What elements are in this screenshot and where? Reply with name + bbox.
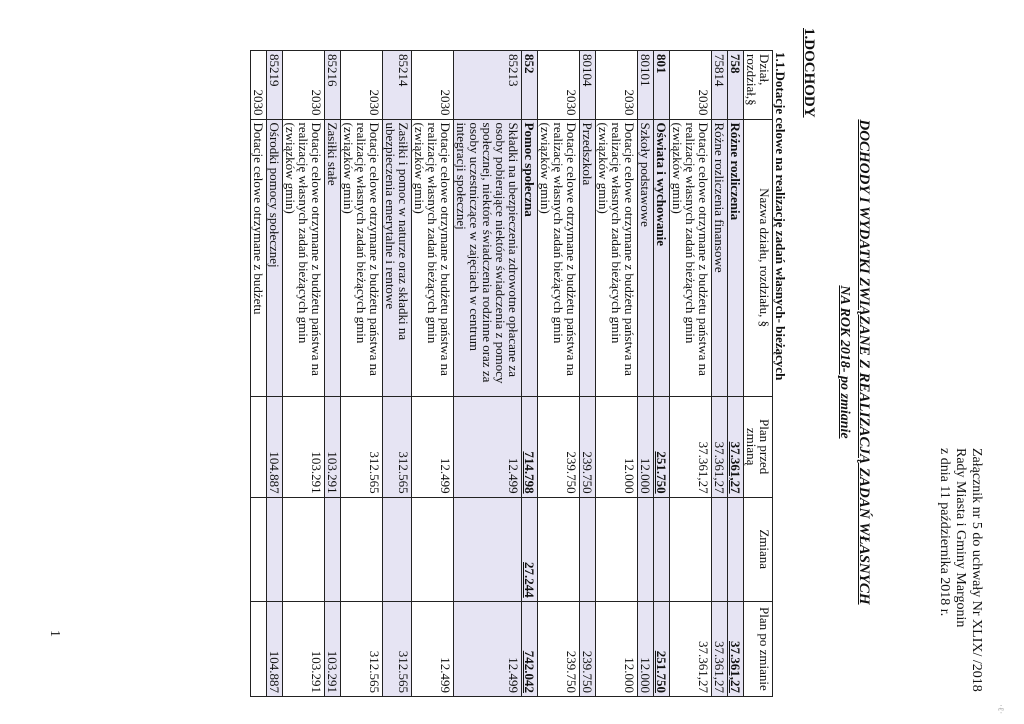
row-code: 758 [728,51,744,120]
row-name: Różne rozliczenia [728,119,744,396]
table-row-paragraf [251,51,267,697]
row-plan-after: 742.042 [522,601,538,696]
row-name: Dotacje celowe otrzymane z budżetu państwa na realizację własnych zadań bieżących gmin (związków gmin) [596,119,638,396]
row-plan-before: 103.291 [325,396,341,497]
row-name: Przedszkola [580,119,596,396]
row-change [728,497,744,601]
document-title: DOCHODY I WYDATKI ZWIĄZANE Z REALIZACJĄ ZADAŃ WŁASNYCH [856,119,872,605]
page-number: 1 [47,630,62,637]
header-line-1: Załącznik nr 5 do uchwały Nr XLIX/ /2018 [969,448,984,692]
row-plan-after [251,601,267,696]
row-name: Zasiłki stałe [325,119,341,396]
row-change: 27.244 [522,497,538,601]
table-row-dzial [728,51,744,697]
table-row-rozdzial [580,51,596,697]
row-code: 852 [522,51,538,120]
row-name: Różne rozliczenia finansowe [712,119,728,396]
row-name: Dotacje celowe otrzymane z budżetu państwa na realizację własnych zadań bieżących gmin (związków gmin) [341,119,383,396]
table-row-paragraf [670,51,712,697]
row-change [596,497,638,601]
row-name: Dotacje celowe otrzymane z budżetu [251,119,267,396]
table-row-rozdzial [325,51,341,697]
row-plan-after: 37.361,27 [712,601,728,696]
row-change [341,497,383,601]
row-name: Składki na ubezpieczenia zdrowotne opłacane za osoby pobierające niektóre świadczenia z pomocy społecznej, niektóre świadczenia rodzinne oraz za osoby uczestniczące w zajęciach w centrum integracji społecznej [454,119,522,396]
table-row-paragraf [538,51,580,697]
row-code: 85214 [383,51,412,120]
row-plan-before: 239.750 [538,396,580,497]
row-code: 75814 [712,51,728,120]
row-code: 85219 [267,51,283,120]
row-plan-after: 37.361,27 [728,601,744,696]
row-plan-after: 239.750 [538,601,580,696]
row-change [454,497,522,601]
row-plan-after: 12.499 [412,601,454,696]
row-change [412,497,454,601]
scan-mark: ·ℓ· [996,704,1006,715]
table-row-rozdzial [638,51,654,697]
row-code: 80104 [580,51,596,120]
row-plan-before: 37.361,27 [670,396,712,497]
row-change [251,497,267,601]
row-code: 2030 [412,51,454,120]
row-plan-after: 104.887 [267,601,283,696]
row-change [383,497,412,601]
row-change [267,497,283,601]
attachment-header [936,448,984,698]
table-row-rozdzial [383,51,412,697]
row-plan-before: 12.499 [412,396,454,497]
row-name: Dotacje celowe otrzymane z budżetu państwa na realizację własnych zadań bieżących gmin (związków gmin) [670,119,712,396]
row-plan-before: 37.361,27 [712,396,728,497]
header-change: Zmiana [744,497,773,601]
row-plan-before: 103.291 [283,396,325,497]
row-name: Dotacje celowe otrzymane z budżetu państwa na realizację własnych zadań bieżących gmin (związków gmin) [538,119,580,396]
row-change [712,497,728,601]
row-change [325,497,341,601]
row-plan-before: 37.361,27 [728,396,744,497]
header-name: Nazwa działu, rozdziału, § [744,119,773,396]
row-plan-after: 12.499 [454,601,522,696]
subsection-title: 1.1.Dotacje celowe na realizację zadań własnych- bieżących [773,52,788,381]
row-name: Dotacje celowe otrzymane z budżetu państwa na realizację własnych zadań bieżących gmin (związków gmin) [412,119,454,396]
row-plan-after: 103.291 [325,601,341,696]
row-change [580,497,596,601]
table-header-row [744,51,773,697]
table-row-dzial [522,51,538,697]
row-plan-before: 12.000 [638,396,654,497]
row-plan-before: 12.000 [596,396,638,497]
row-plan-before: 312.565 [383,396,412,497]
table-row-paragraf [341,51,383,697]
row-plan-before: 714.798 [522,396,538,497]
row-plan-after: 312.565 [383,601,412,696]
row-plan-after: 37.361,27 [670,601,712,696]
row-plan-after: 251.750 [654,601,670,696]
header-line-3: z dnia 11 października 2018 r. [937,448,952,617]
document-subtitle: NA ROK 2018- po zmianie [837,285,852,439]
row-name: Pomoc społeczna [522,119,538,396]
row-name: Ośrodki pomocy społecznej [267,119,283,396]
row-plan-before [251,396,267,497]
row-code: 2030 [251,51,267,120]
header-plan-after: Plan po zmianie [744,601,773,696]
row-code: 85216 [325,51,341,120]
row-code: 2030 [283,51,325,120]
row-plan-before: 12.499 [454,396,522,497]
row-code: 801 [654,51,670,120]
row-plan-after: 239.750 [580,601,596,696]
header-plan-before: Plan przed zmianą [744,396,773,497]
row-code: 2030 [538,51,580,120]
row-plan-before: 251.750 [654,396,670,497]
row-plan-after: 312.565 [341,601,383,696]
table-row-paragraf [596,51,638,697]
table-row-rozdzial [454,51,522,697]
table-row-rozdzial [712,51,728,697]
row-change [538,497,580,601]
section-title: 1.DOCHODY [801,28,817,118]
row-plan-after: 103.291 [283,601,325,696]
row-code: 80101 [638,51,654,120]
row-name: Dotacje celowe otrzymane z budżetu państwa na realizację własnych zadań bieżących gmin (związków gmin) [283,119,325,396]
row-name: Szkoły podstawowe [638,119,654,396]
row-plan-before: 104.887 [267,396,283,497]
row-plan-before: 312.565 [341,396,383,497]
row-plan-after: 12.000 [638,601,654,696]
row-code: 2030 [670,51,712,120]
table-row-rozdzial [267,51,283,697]
row-plan-before: 239.750 [580,396,596,497]
row-code: 2030 [341,51,383,120]
row-plan-after: 12.000 [596,601,638,696]
row-change [283,497,325,601]
row-code: 2030 [596,51,638,120]
row-change [654,497,670,601]
row-change [638,497,654,601]
row-change [670,497,712,601]
row-name: Zasiłki i pomoc w naturze oraz składki na ubezpieczenia emerytalne i rentowe [383,119,412,396]
table-row-paragraf [283,51,325,697]
table-row-dzial [654,51,670,697]
header-code: Dział, rozdział,§ [744,51,773,120]
budget-table [250,50,773,697]
row-code: 85213 [454,51,522,120]
header-line-2: Rady Miasta i Gminy Margonin [953,448,968,628]
table-row-paragraf [412,51,454,697]
row-name: Oświata i wychowanie [654,119,670,396]
